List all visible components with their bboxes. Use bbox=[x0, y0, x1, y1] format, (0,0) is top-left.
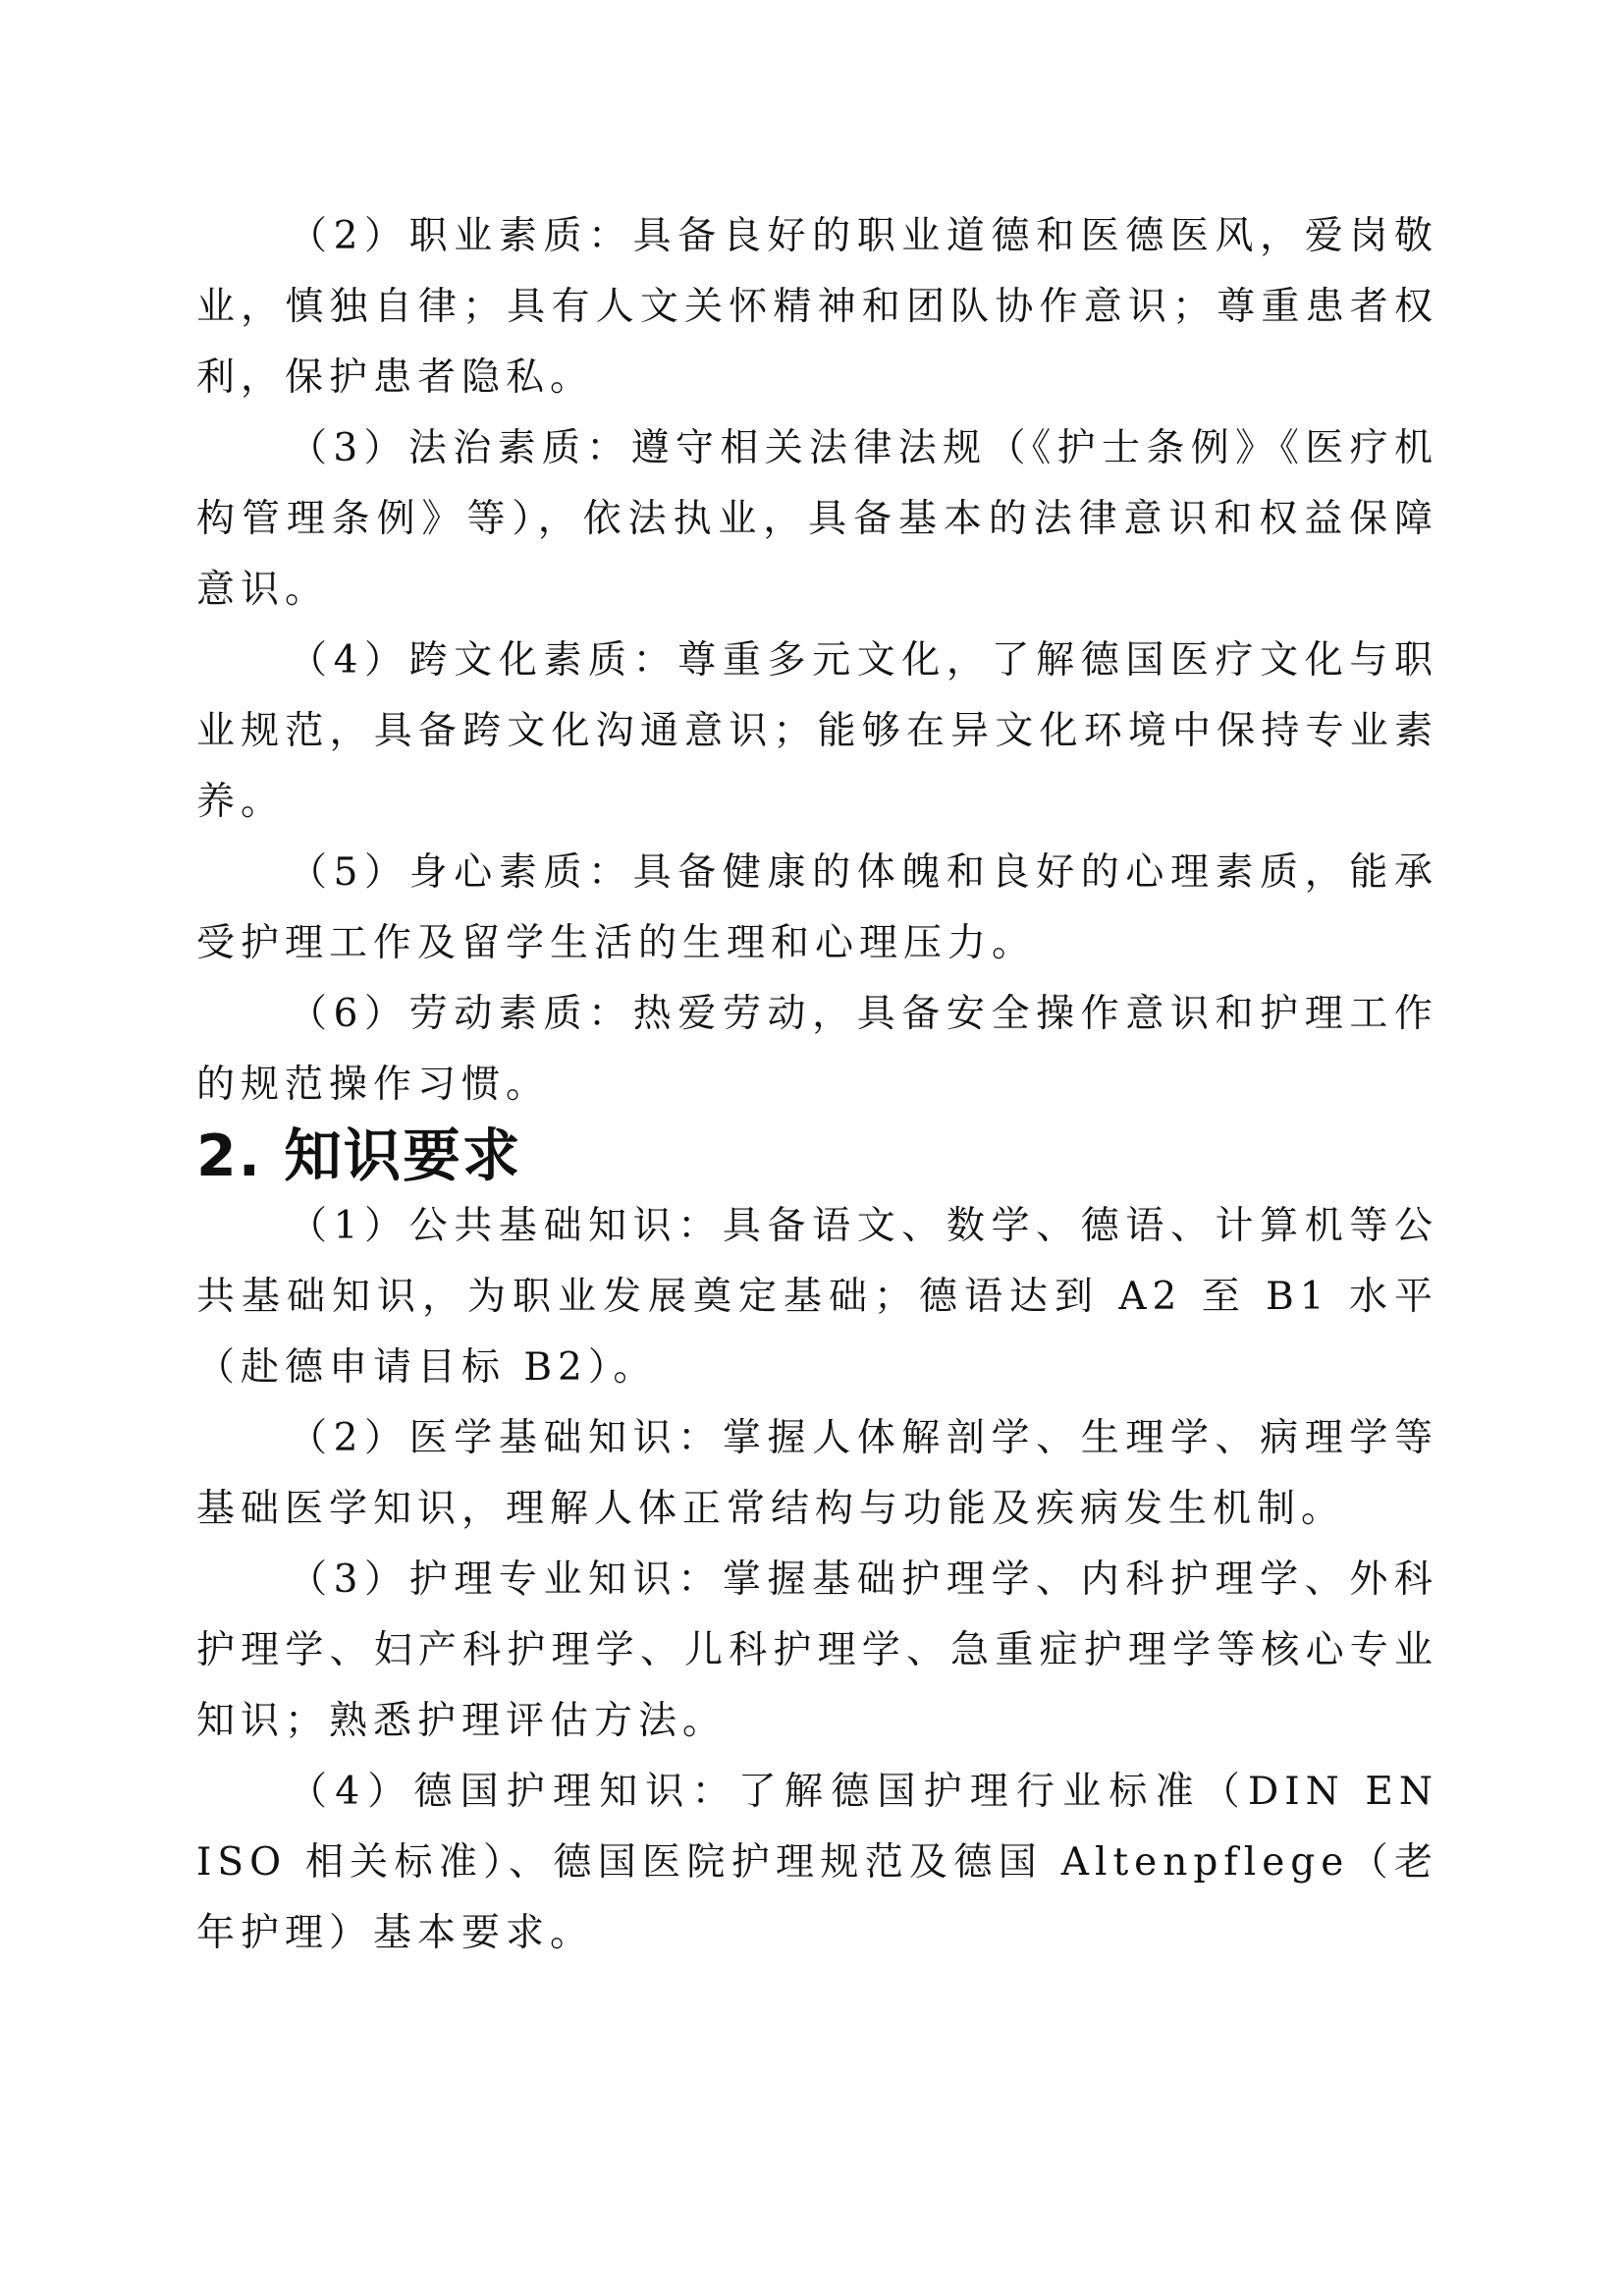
paragraph-physical-mental-quality: （5）身心素质：具备健康的体魄和良好的心理素质，能承受护理工作及留学生活的生理和心理压力。 bbox=[196, 850, 1438, 965]
paragraph-medical-basic-knowledge: （2）医学基础知识：掌握人体解剖学、生理学、病理学等基础医学知识，理解人体正常结构与功能及疾病发生机制。 bbox=[196, 1416, 1438, 1531]
paragraph-public-basic-knowledge: （1）公共基础知识：具备语文、数学、德语、计算机等公共基础知识，为职业发展奠定基础；德语达到 A2 至 B1 水平（赴德申请目标 B2）。 bbox=[196, 1204, 1438, 1390]
document-page bbox=[196, 201, 1438, 1969]
paragraph-labor-quality: （6）劳动素质：热爱劳动，具备安全操作意识和护理工作的规范操作习惯。 bbox=[196, 992, 1438, 1107]
paragraph-german-nursing-knowledge: （4）德国护理知识：了解德国护理行业标准（DIN EN ISO 相关标准）、德国医院护理规范及德国 Altenpflege（老年护理）基本要求。 bbox=[196, 1770, 1438, 1955]
section-heading-knowledge-requirements: 2. 知识要求 bbox=[196, 1122, 522, 1189]
paragraph-nursing-professional-knowledge: （3）护理专业知识：掌握基础护理学、内科护理学、外科护理学、妇产科护理学、儿科护理学、急重症护理学等核心专业知识；熟悉护理评估方法。 bbox=[196, 1558, 1438, 1743]
paragraph-cross-cultural-quality: （4）跨文化素质：尊重多元文化，了解德国医疗文化与职业规范，具备跨文化沟通意识；能够在异文化环境中保持专业素养。 bbox=[196, 638, 1438, 824]
paragraph-legal-quality: （3）法治素质：遵守相关法律法规（《护士条例》《医疗机构管理条例》等），依法执业，具备基本的法律意识和权益保障意识。 bbox=[196, 426, 1438, 612]
paragraph-professional-quality: （2）职业素质：具备良好的职业道德和医德医风，爱岗敬业，慎独自律；具有人文关怀精神和团队协作意识；尊重患者权利，保护患者隐私。 bbox=[196, 214, 1438, 400]
